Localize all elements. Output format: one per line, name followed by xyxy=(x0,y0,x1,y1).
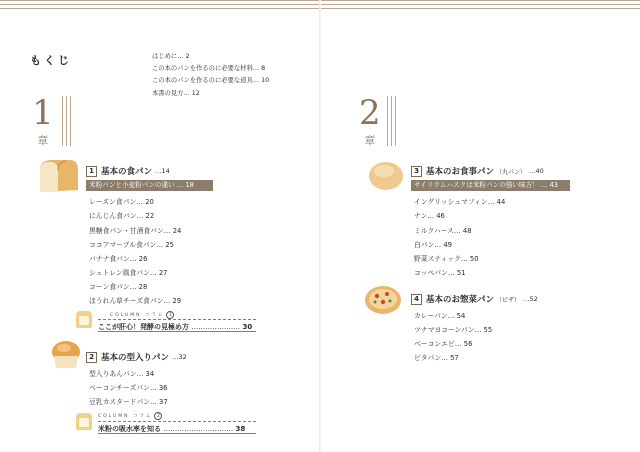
chapter-rule xyxy=(387,96,399,146)
toc-item[interactable]: ナン… 46 xyxy=(414,212,445,220)
toc-item[interactable]: コッペパン… 51 xyxy=(414,269,466,277)
toc-item[interactable]: 型入りあんパン… 34 xyxy=(89,370,155,378)
toc-item[interactable]: ココアマーブル食パン… 25 xyxy=(89,241,174,249)
bread-loaf-image xyxy=(36,158,80,194)
toc-item[interactable]: ほうれん草チーズ食パン… 29 xyxy=(89,297,182,305)
toc-item[interactable]: ベーコンチーズパン… 36 xyxy=(89,384,168,392)
toc-item[interactable]: コーン食パン… 28 xyxy=(89,283,148,291)
toc-item[interactable]: にんじん食パン… 22 xyxy=(89,212,155,220)
intro-item[interactable]: 本書の見方… 12 xyxy=(152,89,200,97)
chapter-1-mark: 1 章 xyxy=(32,93,54,147)
toc-item[interactable]: ピタパン… 57 xyxy=(414,354,459,362)
chapter-2-mark: 2 章 xyxy=(359,93,381,147)
intro-item[interactable]: この本のパンを作るのに必要な道具… 10 xyxy=(152,77,270,85)
column-1[interactable]: COLUMN コラム 1 ここが肝心！発酵の見極め方 ………………… 30 xyxy=(76,308,256,334)
section-4-title[interactable]: 4 基本のお惣菜パン （ピザ） …52 xyxy=(411,293,538,305)
toc-item[interactable]: ミルクハース… 48 xyxy=(414,227,472,235)
toc-item[interactable]: カレーパン… 54 xyxy=(414,312,466,320)
toc-item[interactable]: ツナマヨコーンパン… 55 xyxy=(414,326,493,334)
muffin-bread-image xyxy=(50,338,82,370)
pizza-bread-image xyxy=(363,284,403,316)
toc-item[interactable]: レーズン食パン… 20 xyxy=(89,198,154,206)
toc-item[interactable]: 白パン… 49 xyxy=(414,241,453,249)
round-bread-image xyxy=(367,158,405,192)
right-page xyxy=(321,0,640,452)
chapter-rule xyxy=(62,96,74,146)
toc-item[interactable]: 黒糖食パン・甘酒食パン… 24 xyxy=(89,227,182,235)
top-rule xyxy=(321,0,640,14)
section-1-highlight[interactable]: 米粉パンと小麦粉パンの違い … 18 xyxy=(86,180,213,191)
toc-item[interactable]: バナナ食パン… 26 xyxy=(89,255,148,263)
intro-item[interactable]: はじめに… 2 xyxy=(152,53,190,60)
toc-item[interactable]: 野菜スティック… 50 xyxy=(414,255,479,263)
toc-item[interactable]: ベーコンエピ… 56 xyxy=(414,340,473,348)
intro-item[interactable]: この本のパンを作るのに必要な材料… 8 xyxy=(152,65,266,73)
section-1-title[interactable]: 1 基本の食パン …14 xyxy=(86,165,170,177)
column-2[interactable]: COLUMN コラム 2 米粉の吸水率を知る ………………………… 38 xyxy=(76,410,256,436)
toc-item[interactable]: イングリッシュマフィン… 44 xyxy=(414,198,506,206)
toc-item[interactable]: シュトレン風食パン… 27 xyxy=(89,269,168,277)
top-rule xyxy=(0,0,320,14)
toc-item[interactable]: 豆乳カスタードパン… 37 xyxy=(89,398,168,406)
section-2-title[interactable]: 2 基本の型入りパン …32 xyxy=(86,351,187,363)
section-3-title[interactable]: 3 基本のお食事パン （丸パン） …40 xyxy=(411,165,544,177)
intro-list xyxy=(152,51,269,100)
section-3-highlight[interactable]: サイリウムハスクは米粉パンの強い味方！ … 43 xyxy=(411,180,570,191)
toc-heading: もくじ xyxy=(30,54,72,67)
